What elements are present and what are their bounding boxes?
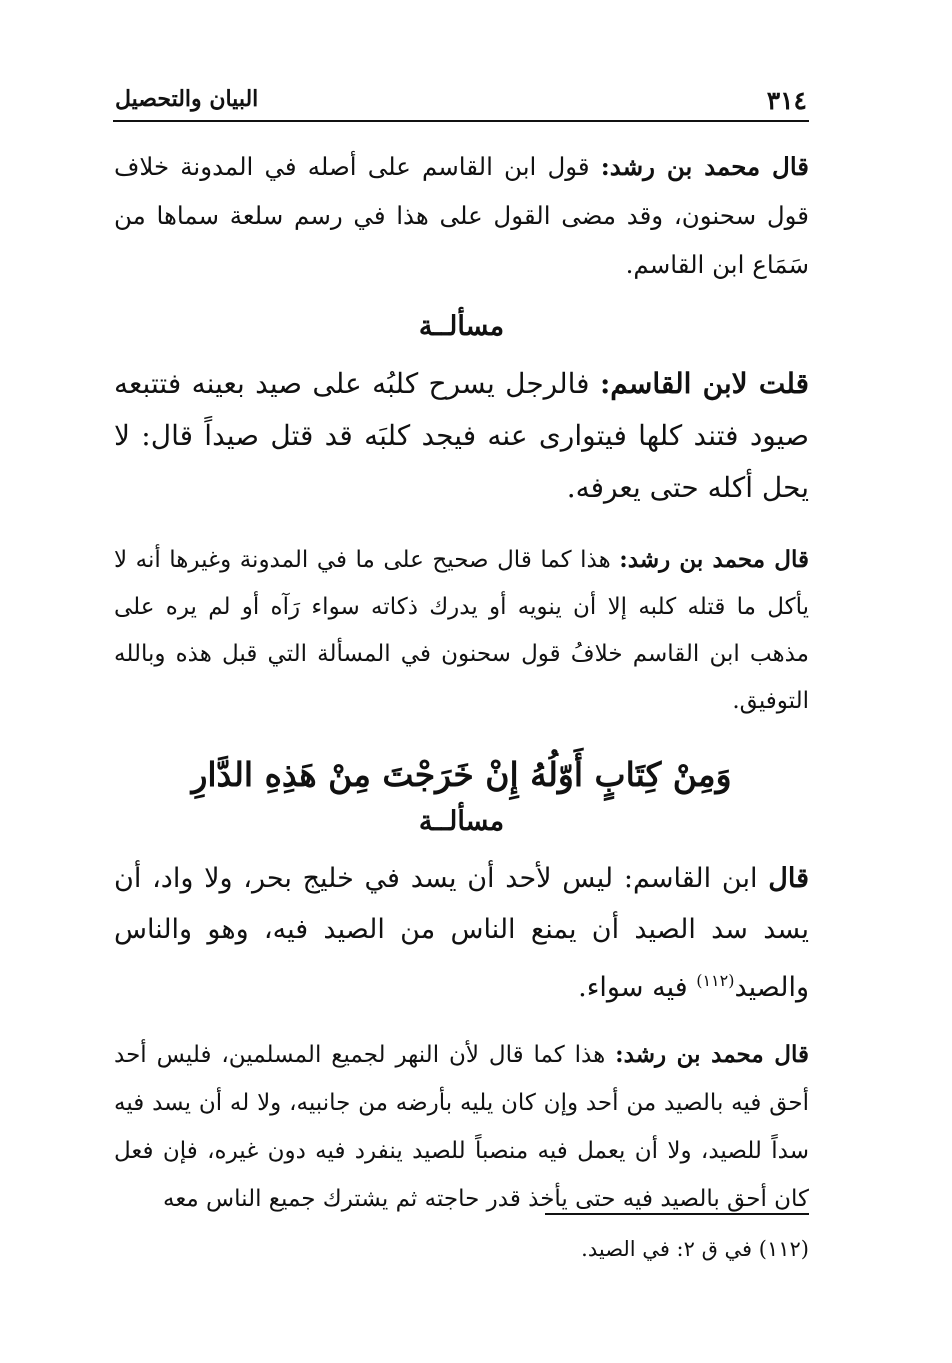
paragraph-lead: قلت لابن القاسم:	[599, 367, 809, 400]
paragraph-lead: قال محمد بن رشد:	[600, 152, 809, 181]
running-title: البيان والتحصيل	[115, 86, 259, 112]
main-text	[114, 142, 809, 1223]
section-heading: مسألــة	[418, 311, 505, 342]
paragraph-text: هذا كما قال صحيح على ما في المدونة وغيرها أنه لا يأكل ما قتله كلبه إلا أن ينويه أو يدرك ذكاته سواء رَآه أو لم يره على مذهب ابن القاسم خلافُ قول سحنون في المسألة التي قبل هذه وبالله التوفيق.	[114, 547, 809, 714]
paragraph	[114, 358, 809, 514]
paragraph-lead: قال محمد بن رشد:	[619, 546, 810, 573]
section-heading: مسألــة	[418, 806, 505, 837]
footnote-divider	[545, 1213, 809, 1215]
chapter-title: وَمِنْ كِتَابٍ أَوّلُهُ إِنْ خَرَجْتَ مِنْ هَذِهِ الدَّارِ	[191, 755, 732, 794]
paragraph-lead: قال	[768, 863, 809, 894]
paragraph	[114, 536, 809, 725]
paragraph-lead: قال محمد بن رشد:	[615, 1041, 810, 1068]
footnote-reference: (١١٢)	[696, 971, 735, 990]
paragraph-text: هذا كما قال لأن النهر لجميع المسلمين، فليس أحد أحق فيه بالصيد من أحد وإن كان يليه بأرضه من جانبيه، ولا له أن يسد فيه سداً للصيد، ولا أن يعمل فيه منصباً للصيد ينفرد فيه دون غيره، فإن فعل كان أحق بالصيد فيه حتى يأخذ قدر حاجته ثم يشترك جميع الناس معه	[114, 1042, 809, 1212]
paragraph	[114, 853, 809, 1013]
paragraph	[114, 1031, 809, 1223]
paragraph-text: ابن القاسم: ليس لأحد أن يسد في خليج بحر، ولا واد، أن يسد سد الصيد أن يمنع الناس من الصيد فيه، وهو والناس والصيد	[114, 863, 809, 1003]
page-header	[113, 82, 809, 122]
paragraph-text: فيه سواء.	[578, 972, 697, 1003]
paragraph	[114, 142, 809, 289]
footnote: (١١٢) في ق ٢: في الصيد.	[581, 1237, 809, 1261]
paragraph-text: قول ابن القاسم على أصله في المدونة خلاف قول سحنون، وقد مضى القول على هذا في رسم سلعة سماها من سَمَاع ابن القاسم.	[114, 152, 809, 279]
paragraph-text: فالرجل يسرح كلبُه على صيد بعينه فتتبعه صيود فتند كلها فيتوارى عنه فيجد كلبَه قد قتل صيداً قال: لا يحل أكله حتى يعرفه.	[114, 367, 809, 504]
page-number: ٣١٤	[766, 86, 807, 115]
